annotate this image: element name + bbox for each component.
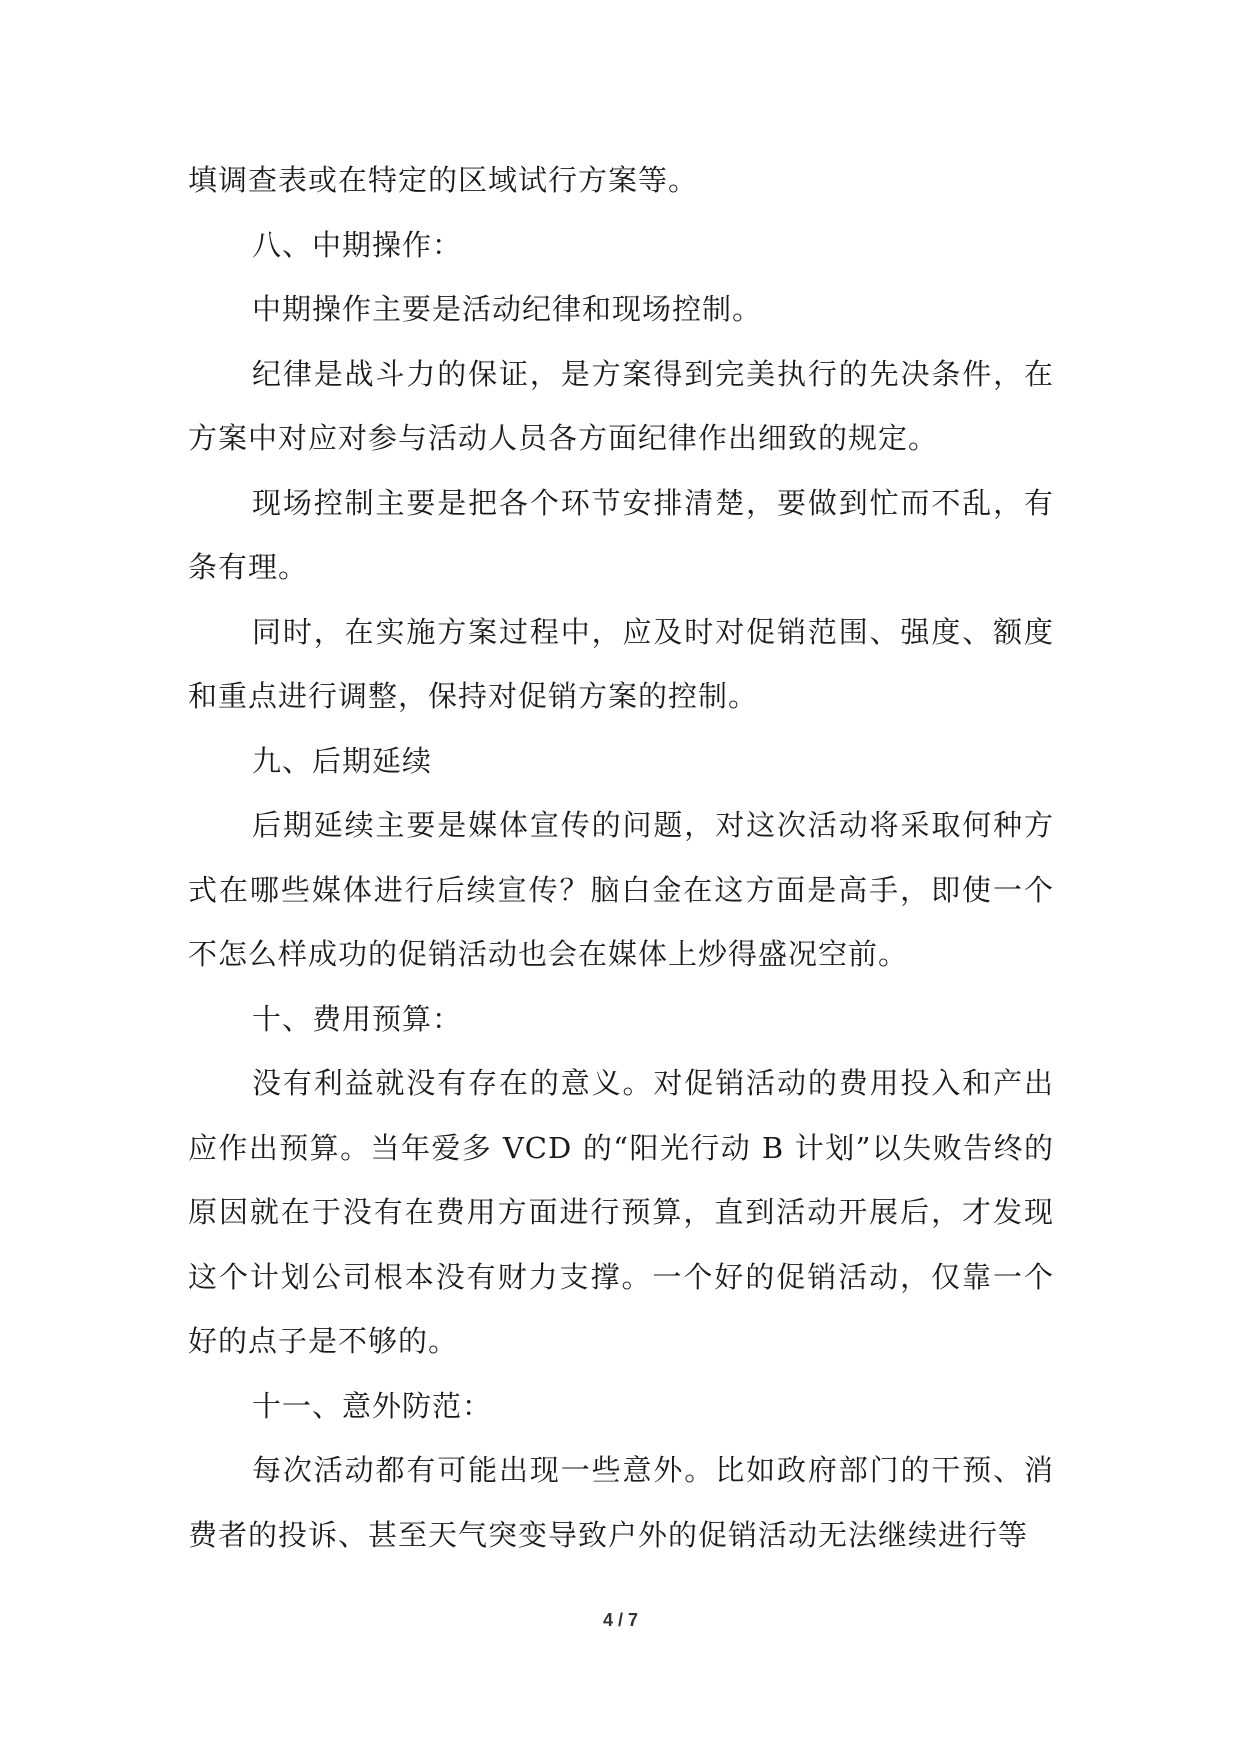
paragraph: 同时，在实施方案过程中，应及时对促销范围、强度、额度和重点进行调整，保持对促销方案的控制。 bbox=[188, 614, 1054, 713]
document-body bbox=[188, 148, 1054, 1567]
paragraph: 填调查表或在特定的区域试行方案等。 bbox=[188, 163, 699, 197]
section-heading: 十一、意外防范： bbox=[252, 1388, 493, 1423]
page-number: 4 / 7 bbox=[602, 1610, 639, 1630]
paragraph: 后期延续主要是媒体宣传的问题，对这次活动将采取何种方式在哪些媒体进行后续宣传？脑白金在这方面是高手，即使一个不怎么样成功的促销活动也会在媒体上炒得盛况空前。 bbox=[188, 808, 1054, 971]
paragraph: 每次活动都有可能出现一些意外。比如政府部门的干预、消费者的投诉、甚至天气突变导致户外的促销活动无法继续进行等 bbox=[188, 1453, 1054, 1552]
section-heading: 八、中期操作： bbox=[252, 227, 463, 262]
paragraph: 没有利益就没有存在的意义。对促销活动的费用投入和产出应作出预算。当年爱多 VCD 的“阳光行动 B 计划”以失败告终的原因就在于没有在费用方面进行预算，直到活动开展后，才发现这个计划公司根本没有财力支撑。一个好的促销活动，仅靠一个好的点子是不够的。 bbox=[188, 1066, 1054, 1358]
paragraph: 纪律是战斗力的保证，是方案得到完美执行的先决条件，在方案中对应对参与活动人员各方面纪律作出细致的规定。 bbox=[188, 356, 1054, 455]
paragraph: 现场控制主要是把各个环节安排清楚，要做到忙而不乱，有条有理。 bbox=[188, 485, 1054, 584]
section-heading: 九、后期延续 bbox=[252, 743, 433, 778]
paragraph: 中期操作主要是活动纪律和现场控制。 bbox=[252, 292, 763, 326]
section-heading: 十、费用预算： bbox=[252, 1001, 463, 1036]
